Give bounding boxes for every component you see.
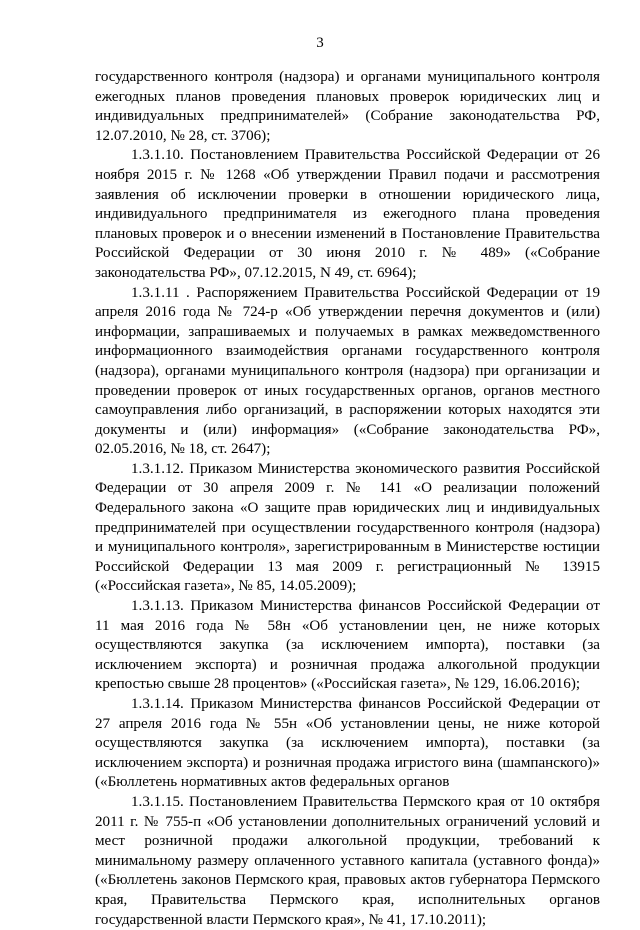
paragraph-1-3-1-10: 1.3.1.10. Постановлением Правительства Российской Федерации от 26 ноября 2015 г. № 1268 «Об утверждении Правил подачи и рассмотрения заявления об исключении проверки в отношении юридического лица, индивидуального предпринимателя из ежегодного плана проведения плановых проверок и о внесении изменений в Постановление Правительства Российской Федерации от 30 июня 2010 г. № 489» («Собрание законодательства РФ», 07.12.2015, N 49, ст. 6964); [95,147,600,281]
paragraph-1-3-1-15: 1.3.1.15. Постановлением Правительства Пермского края от 10 октября 2011 г. № 755-п «Об установлении дополнительных ограничений условий и мест розничной продажи алкогольной продукции, требований к минимальному размеру оплаченного уставного капитала (уставного фонда)» («Бюллетень законов Пермского края, правовых актов губернатора Пермского края, Правительства Пермского края, исполнительных органов государственной власти Пермского края», № 41, 17.10.2011); [95,793,600,928]
paragraph-1-3-1-13: 1.3.1.13. Приказом Министерства финансов Российской Федерации от 11 мая 2016 года № 58н «Об установлении цен, не ниже которых осуществляются закупка (за исключением импорта), поставки (за исключением экспорта) и розничная продажа алкогольной продукции крепостью свыше 28 процентов» («Российская газета», № 129, 16.06.2016); [95,598,600,693]
paragraph-1-3-1-12: 1.3.1.12. Приказом Министерства экономического развития Российской Федерации от 30 апреля 2009 г. № 141 «О реализации положений Федерального закона «О защите прав юридических лиц и индивидуальных предпринимателей при осуществлении государственного контроля (надзора) и муниципального контроля», зарегистрированным в Министерстве юстиции Российской Федерации 13 мая 2009 г. регистрационный № 13915 («Российская газета», № 85, 14.05.2009); [95,460,600,595]
page-number: 3 [316,35,324,51]
document-body [95,68,600,930]
paragraph-1-3-1-14: 1.3.1.14. Приказом Министерства финансов Российской Федерации от 27 апреля 2016 года № 55н «Об установлении цены, не ниже которой осуществляются закупка (за исключением импорта), поставки (за исключением экспорта) и розничная продажа игристого вина (шампанского)» («Бюллетень нормативных актов федеральных органов [95,696,600,791]
paragraph-continuation: государственного контроля (надзора) и органами муниципального контроля ежегодных планов проведения плановых проверок юридических лиц и индивидуальных предпринимателей» (Собрание законодательства РФ, 12.07.2010, № 28, ст. 3706); [95,69,600,144]
paragraph-1-3-1-11: 1.3.1.11 . Распоряжением Правительства Российской Федерации от 19 апреля 2016 года № 724-р «Об утверждении перечня документов и (или) информации, запрашиваемых и получаемых в рамках межведомственного информационного взаимодействия органами государственного контроля (надзора), органами муниципального контроля (надзора) при организации и проведении проверок от иных государственных органов, органов местного самоуправления либо организаций, в распоряжении которых находятся эти документы и (или) информация» («Собрание законодательства РФ», 02.05.2016, № 18, ст. 2647); [95,284,600,458]
